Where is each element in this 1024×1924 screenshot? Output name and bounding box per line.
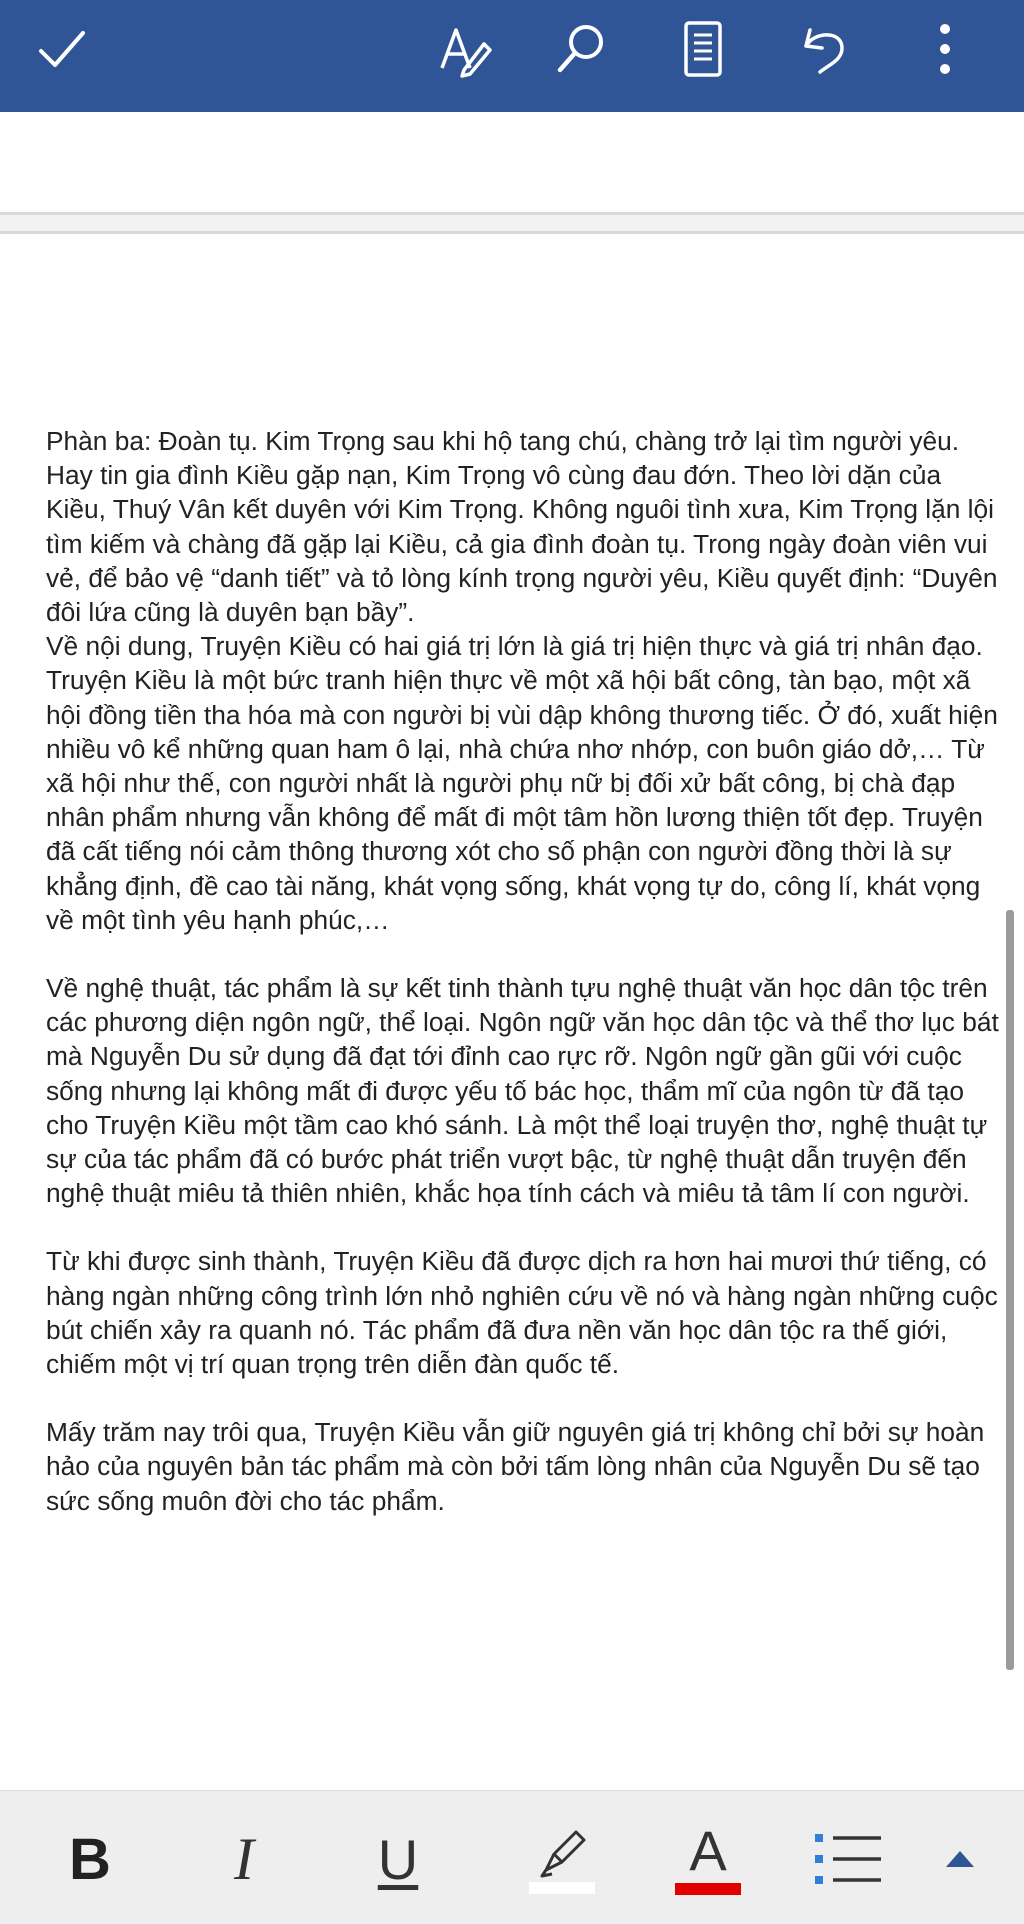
font-color-button[interactable]: [660, 1811, 756, 1907]
highlighter-icon: [532, 1824, 592, 1878]
bold-button[interactable]: [42, 1811, 138, 1907]
expand-format-button[interactable]: [912, 1811, 1008, 1907]
page-separator: [0, 212, 1024, 234]
paragraph: Về nghệ thuật, tác phẩm là sự kết tinh thành tựu nghệ thuật văn học dân tộc trên các phương diện ngôn ngữ, thể loại. Ngôn ngữ văn học dân tộc và thể thơ lục bát mà Nguyễn Du sử dụng đã đạt tới đỉnh cao rực rỡ. Ngôn ngữ gần gũi với cuộc sống nhưng lại không mất đi được yếu tố bác học, thẩm mĩ của ngôn từ đã tạo cho Truyện Kiều một tầm cao khó sánh. Là một thể loại truyện thơ, nghệ thuật tự sự của tác phẩm đã có bước phát triển vượt bậc, từ nghệ thuật dẫn truyện đến nghệ thuật miêu tả thiên nhiên, khắc họa tính cách và miêu tả tâm lí con người.: [46, 973, 999, 1209]
highlight-button[interactable]: [514, 1811, 610, 1907]
previous-page-bottom: [0, 112, 1024, 212]
bullet-list-icon: [813, 1828, 883, 1890]
paragraph: Phàn ba: Đoàn tụ. Kim Trọng sau khi hộ tang chú, chàng trở lại tìm người yêu. Hay tin gia đình Kiều gặp nạn, Kim Trọng vô cùng đau đớn. Theo lời dặn của Kiều, Thuý Vân kết duyên với Kim Trọng. Không nguôi tình xưa, Kim Trọng lặn lội tìm kiếm và chàng đã gặp lại Kiều, cả gia đình đoàn tụ. Trong ngày đoàn viên vui vẻ, để bảo vệ “danh tiết” và tỏ lòng kính trọng người yêu, Kiều quyết định: “Duyên đôi lứa cũng là duyên bạn bầy”.: [46, 426, 998, 628]
document-page[interactable]: [0, 234, 1024, 1790]
format-bar: [0, 1790, 1024, 1924]
undo-icon[interactable]: [790, 14, 860, 84]
italic-button[interactable]: [196, 1811, 292, 1907]
underline-button[interactable]: [350, 1811, 446, 1907]
more-options-icon[interactable]: [910, 14, 980, 84]
bold-label: B: [69, 1826, 111, 1892]
top-toolbar: [0, 0, 1024, 112]
paragraph: Về nội dung, Truyện Kiều có hai giá trị lớn là giá trị hiện thực và giá trị nhân đạo. Truyện Kiều là một bức tranh hiện thực về một xã hội bất công, tàn bạo, một xã hội đồng tiền tha hóa mà con người bị vùi dập không thương tiếc. Ở đó, xuất hiện nhiều vô kể những quan ham ô lại, nhà chứa nhơ nhớp, con buôn giáo dở,… Từ xã hội như thế, con người nhất là người phụ nữ bị đối xử bất công, bị chà đạp nhân phẩm nhưng vẫn không để mất đi một tâm hồn lương thiện tốt đẹp. Truyện đã cất tiếng nói cảm thông thương xót cho số phận con người đồng thời là sự khẳng định, đề cao tài năng, khát vọng sống, khát vọng tự do, công lí, khát vọng về một tình yêu hạnh phúc,…: [46, 631, 998, 935]
highlight-color-swatch: [529, 1882, 595, 1894]
paragraph: Mấy trăm nay trôi qua, Truyện Kiều vẫn giữ nguyên giá trị không chỉ bởi sự hoàn hảo của nguyên bản tác phẩm mà còn bởi tấm lòng nhân của Nguyễn Du sẽ tạo sức sống muôn đời cho tác phẩm.: [46, 1417, 985, 1516]
mobile-view-icon[interactable]: [668, 14, 738, 84]
expand-up-icon: [943, 1848, 977, 1870]
bullet-list-button[interactable]: [800, 1811, 896, 1907]
document-body[interactable]: [46, 424, 1006, 1552]
font-color-swatch: [675, 1883, 741, 1895]
draw-pen-icon[interactable]: [430, 14, 500, 84]
scrollbar[interactable]: [1006, 910, 1014, 1670]
italic-label: I: [234, 1825, 254, 1892]
search-icon[interactable]: [546, 14, 616, 84]
underline-label: U: [377, 1827, 419, 1891]
font-color-label: A: [689, 1819, 727, 1882]
checkmark-icon[interactable]: [26, 14, 96, 84]
paragraph: Từ khi được sinh thành, Truyện Kiều đã được dịch ra hơn hai mươi thứ tiếng, có hàng ngàn những công trình lớn nhỏ nghiên cứu về nó và hàng ngàn những cuộc bút chiến xảy ra quanh nó. Tác phẩm đã đưa nền văn học dân tộc ra thế giới, chiếm một vị trí quan trọng trên diễn đàn quốc tế.: [46, 1246, 998, 1380]
